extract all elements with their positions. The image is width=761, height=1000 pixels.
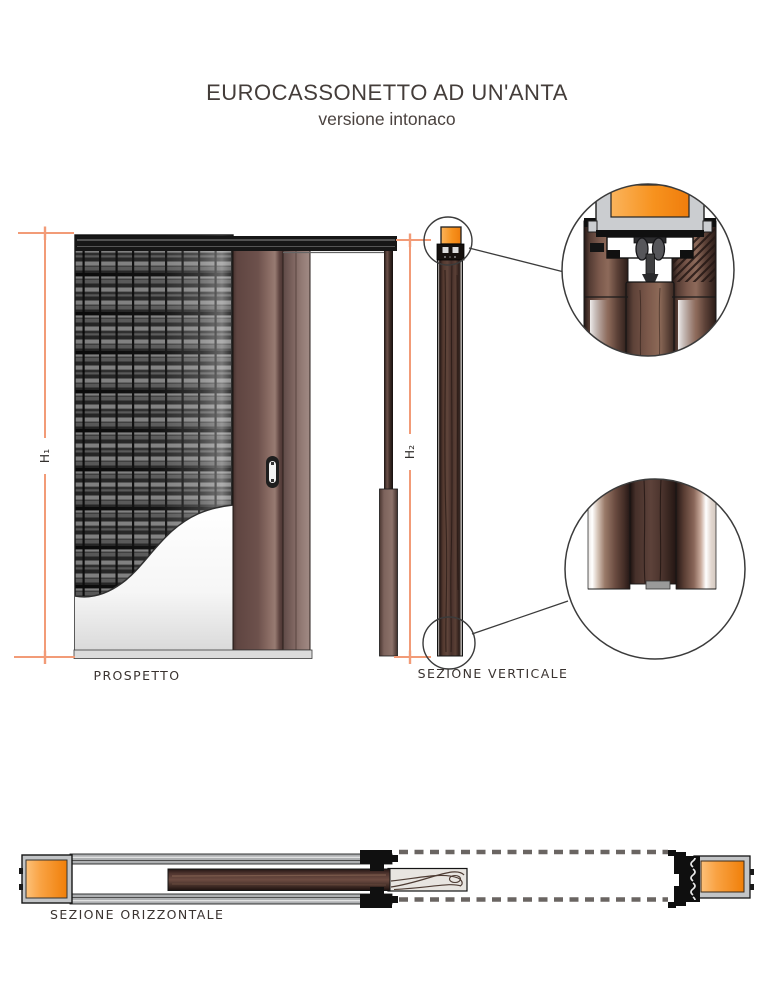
left-post bbox=[19, 855, 72, 903]
top-track bbox=[75, 236, 397, 253]
door-section-strip bbox=[438, 259, 463, 656]
detail-circle-bottom bbox=[565, 477, 745, 659]
dimension-label-h1: H₁ bbox=[36, 438, 54, 474]
right-jamb-assembly bbox=[668, 850, 754, 908]
page-subtitle: versione intonaco bbox=[318, 109, 456, 129]
sezione-verticale-label: SEZIONE VERTICALE bbox=[417, 666, 569, 681]
base-strip bbox=[74, 650, 312, 659]
door-handle bbox=[266, 456, 279, 488]
door-section-horizontal bbox=[168, 869, 467, 892]
detail-circle-top bbox=[562, 178, 734, 362]
horizontal-section-view bbox=[19, 850, 754, 908]
track-section-cap bbox=[437, 227, 464, 260]
prospetto-view bbox=[14, 227, 398, 665]
sezione-orizzontale-label: SEZIONE ORIZZONTALE bbox=[50, 907, 225, 922]
page-title: EUROCASSONETTO AD UN'ANTA bbox=[206, 80, 568, 105]
right-jamb-strip bbox=[380, 251, 398, 656]
prospetto-label: PROSPETTO bbox=[93, 668, 181, 683]
frame-jamb-front bbox=[283, 250, 310, 650]
dimension-label-h2: H₂ bbox=[401, 434, 419, 470]
vertical-section-view bbox=[394, 217, 568, 669]
door-panel-front bbox=[233, 250, 283, 650]
